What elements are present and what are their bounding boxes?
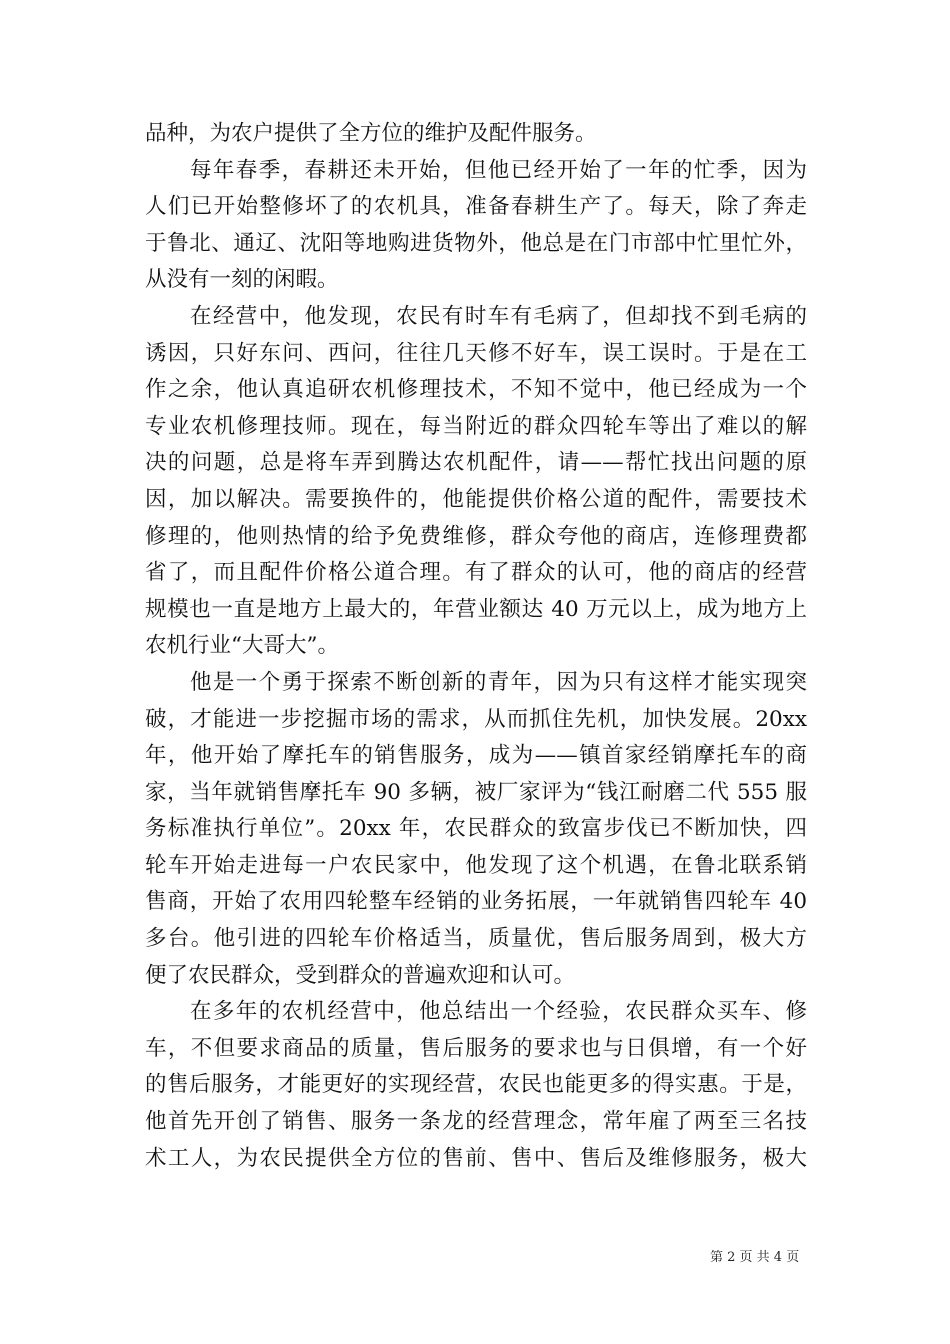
- text-line: 务标准执行单位”。20xx 年，农民群众的致富步伐已不断加快，四: [145, 816, 807, 842]
- text-line: 车，不但要求商品的质量，售后服务的要求也与日俱增，有一个好: [145, 1035, 807, 1061]
- text-line: 术工人，为农民提供全方位的售前、售中、售后及维修服务，极大: [145, 1145, 807, 1171]
- text-line: 因，加以解决。需要换件的，他能提供价格公道的配件，需要技术: [145, 486, 807, 512]
- text-line: 诱因，只好东问、西问，往往几天修不好车，误工误时。于是在工: [145, 340, 807, 366]
- text-line: 多台。他引进的四轮车价格适当，质量优，售后服务周到，极大方: [145, 926, 807, 952]
- text-line: 家，当年就销售摩托车 90 多辆，被厂家评为“钱江耐磨二代 555 服: [145, 779, 807, 805]
- text-line: 修理的，他则热情的给予免费维修，群众夸他的商店，连修理费都: [145, 523, 807, 549]
- text-line: 从没有一刻的闲暇。: [145, 267, 339, 293]
- text-line: 轮车开始走进每一户农民家中，他发现了这个机遇，在鲁北联系销: [145, 852, 807, 878]
- text-line: 于鲁北、通辽、沈阳等地购进货物外，他总是在门市部中忙里忙外，: [145, 230, 807, 256]
- text-line: 规模也一直是地方上最大的，年营业额达 40 万元以上，成为地方上: [145, 596, 807, 622]
- text-line: 的售后服务，才能更好的实现经营，农民也能更多的得实惠。于是，: [145, 1072, 807, 1098]
- text-line: 他是一个勇于探索不断创新的青年，因为只有这样才能实现突: [190, 669, 807, 695]
- document-body: [145, 116, 807, 1177]
- text-line: 年，他开始了摩托车的销售服务，成为——镇首家经销摩托车的商: [145, 743, 807, 769]
- text-line: 在经营中，他发现，农民有时车有毛病了，但却找不到毛病的: [190, 303, 807, 329]
- text-line: 售商，开始了农用四轮整车经销的业务拓展，一年就销售四轮车 40: [145, 889, 807, 915]
- text-line: 破，才能进一步挖掘市场的需求，从而抓住先机，加快发展。20xx: [145, 706, 807, 732]
- text-line: 他首先开创了销售、服务一条龙的经营理念，常年雇了两至三名技: [145, 1109, 807, 1135]
- text-line: 省了，而且配件价格公道合理。有了群众的认可，他的商店的经营: [145, 560, 807, 586]
- page-number-footer: 第 2 页 共 4 页: [710, 1250, 800, 1265]
- text-line: 作之余，他认真追研农机修理技术，不知不觉中，他已经成为一个: [145, 377, 807, 403]
- text-line: 便了农民群众，受到群众的普遍欢迎和认可。: [145, 962, 576, 988]
- text-line: 人们已开始整修坏了的农机具，准备春耕生产了。每天，除了奔走: [145, 194, 807, 220]
- text-line: 农机行业“大哥大”。: [145, 633, 339, 659]
- text-line: 品种，为农户提供了全方位的维护及配件服务。: [145, 121, 597, 146]
- text-line: 在多年的农机经营中，他总结出一个经验，农民群众买车、修: [190, 999, 807, 1025]
- text-line: 决的问题，总是将车弄到腾达农机配件，请——帮忙找出问题的原: [145, 450, 807, 476]
- text-line: 专业农机修理技师。现在，每当附近的群众四轮车等出了难以的解: [145, 413, 807, 439]
- text-line: 每年春季，春耕还未开始，但他已经开始了一年的忙季，因为: [190, 157, 807, 183]
